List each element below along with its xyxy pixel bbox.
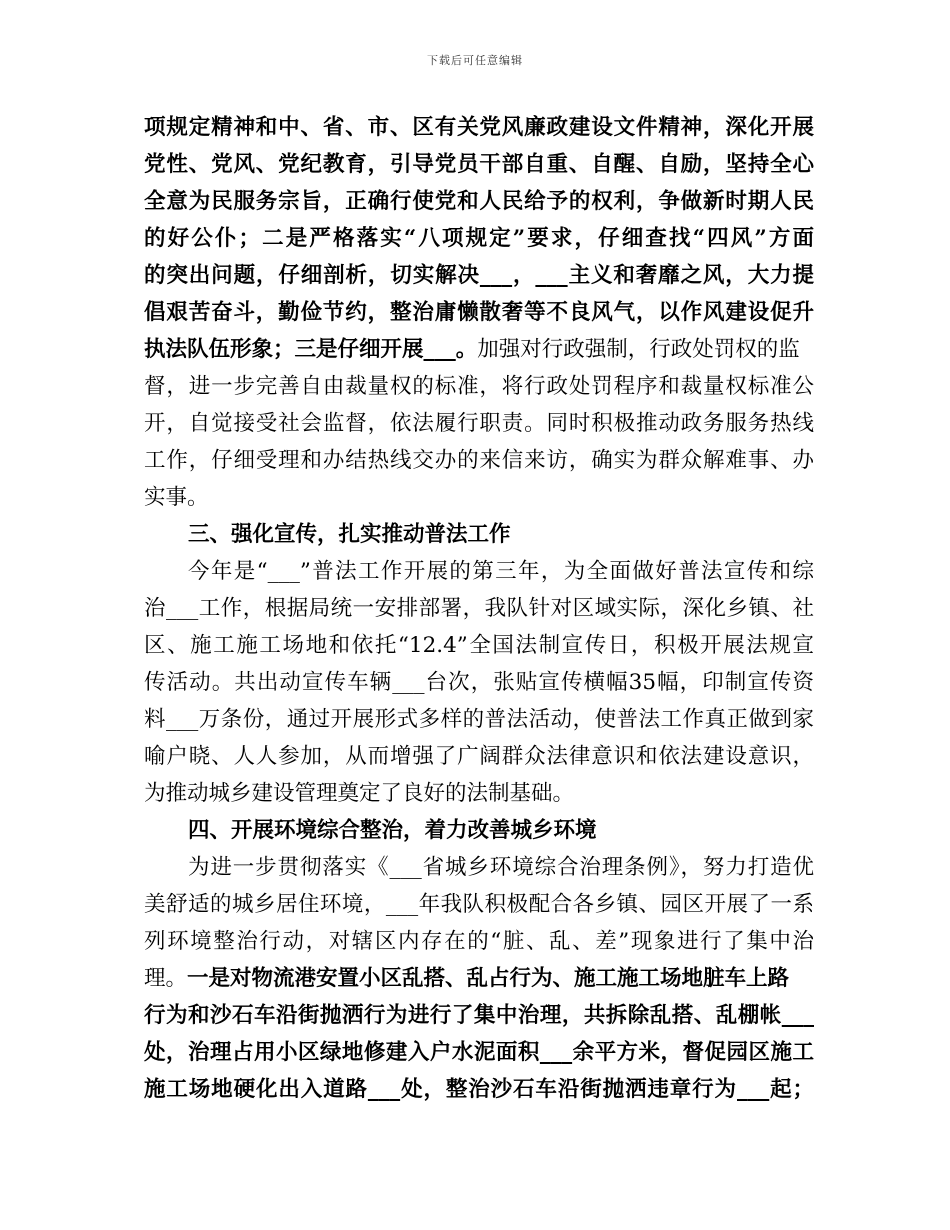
section-heading: 四、开展环境综合整治，着力改善城乡环境 [188, 818, 597, 843]
text-line: 为进一步贯彻落实《___省城乡环境综合治理条例》，努力打造优 [188, 855, 814, 880]
text-line-mixed [144, 332, 814, 368]
text-line: 美舒适的城乡居住环境，___年我队积极配合各乡镇、园区开展了一系 [144, 892, 814, 917]
text-line: 为推动城乡建设管理奠定了良好的法制基础。 [144, 781, 575, 806]
text-line: 开，自觉接受社会监督，依法履行职责。同时积极推动政务服务热线 [144, 411, 814, 436]
text-line: 的好公仆；二是严格落实“八项规定”要求，仔细查找“四风”方面 [144, 226, 814, 251]
text-line: 倡艰苦奋斗，勤俭节约，整治庸懒散奢等不良风气，以作风建设促升 [144, 300, 814, 325]
text-line: 项规定精神和中、省、市、区有关党风廉政建设文件精神，深化开展 [144, 115, 814, 140]
text-line: 传活动。共出动宣传车辆___台次，张贴宣传横幅35幅，印制宣传资 [144, 670, 814, 695]
text-line: 党性、党风、党纪教育，引导党员干部自重、自醒、自励，坚持全心 [144, 152, 814, 177]
text-line: 处，治理占用小区绿地修建入户水泥面积___余平方米，督促园区施工 [144, 1040, 814, 1065]
text-line: 今年是“___”普法工作开展的第三年，为全面做好普法宣传和综 [188, 559, 814, 584]
normal-segment: 理。 [144, 966, 188, 991]
bold-segment: 执法队伍形象；三是仔细开展___。 [144, 337, 478, 362]
text-line: 实事。 [144, 485, 209, 510]
page-header-note: 下载后可任意编辑 [427, 54, 523, 67]
normal-segment: 加强对行政强制，行政处罚权的监 [477, 337, 800, 362]
text-line: 施工场地硬化出入道路___处，整治沙石车沿街抛洒违章行为___起； [144, 1077, 814, 1102]
bold-segment: 一是对物流港安置小区乱搭、乱占行为、施工施工场地脏车上路 [187, 966, 790, 991]
text-line: 料___万条份，通过开展形式多样的普法活动，使普法工作真正做到家 [144, 707, 814, 732]
text-line: 督，进一步完善自由裁量权的标准，将行政处罚程序和裁量权标准公 [144, 374, 814, 399]
section-heading: 三、强化宣传，扎实推动普法工作 [188, 522, 511, 547]
text-line: 区、施工施工场地和依托“12.4”全国法制宣传日，积极开展法规宣 [144, 633, 814, 658]
text-line: 治___工作，根据局统一安排部署，我队针对区域实际，深化乡镇、社 [144, 596, 814, 621]
text-line: 工作，仔细受理和办结热线交办的来信来访，确实为群众解难事、办 [144, 448, 814, 473]
text-line: 行为和沙石车沿街抛洒行为进行了集中治理，共拆除乱搭、乱棚帐___ [144, 1003, 814, 1028]
text-line: 喻户晓、人人参加，从而增强了广阔群众法律意识和依法建设意识， [144, 744, 814, 769]
text-line: 列环境整治行动，对辖区内存在的“脏、乱、差”现象进行了集中治 [144, 929, 814, 954]
text-line-mixed [144, 961, 814, 997]
text-line: 全意为民服务宗旨，正确行使党和人民给予的权利，争做新时期人民 [144, 189, 814, 214]
text-line: 的突出问题，仔细剖析，切实解决___，___主义和奢靡之风，大力提 [144, 263, 814, 288]
